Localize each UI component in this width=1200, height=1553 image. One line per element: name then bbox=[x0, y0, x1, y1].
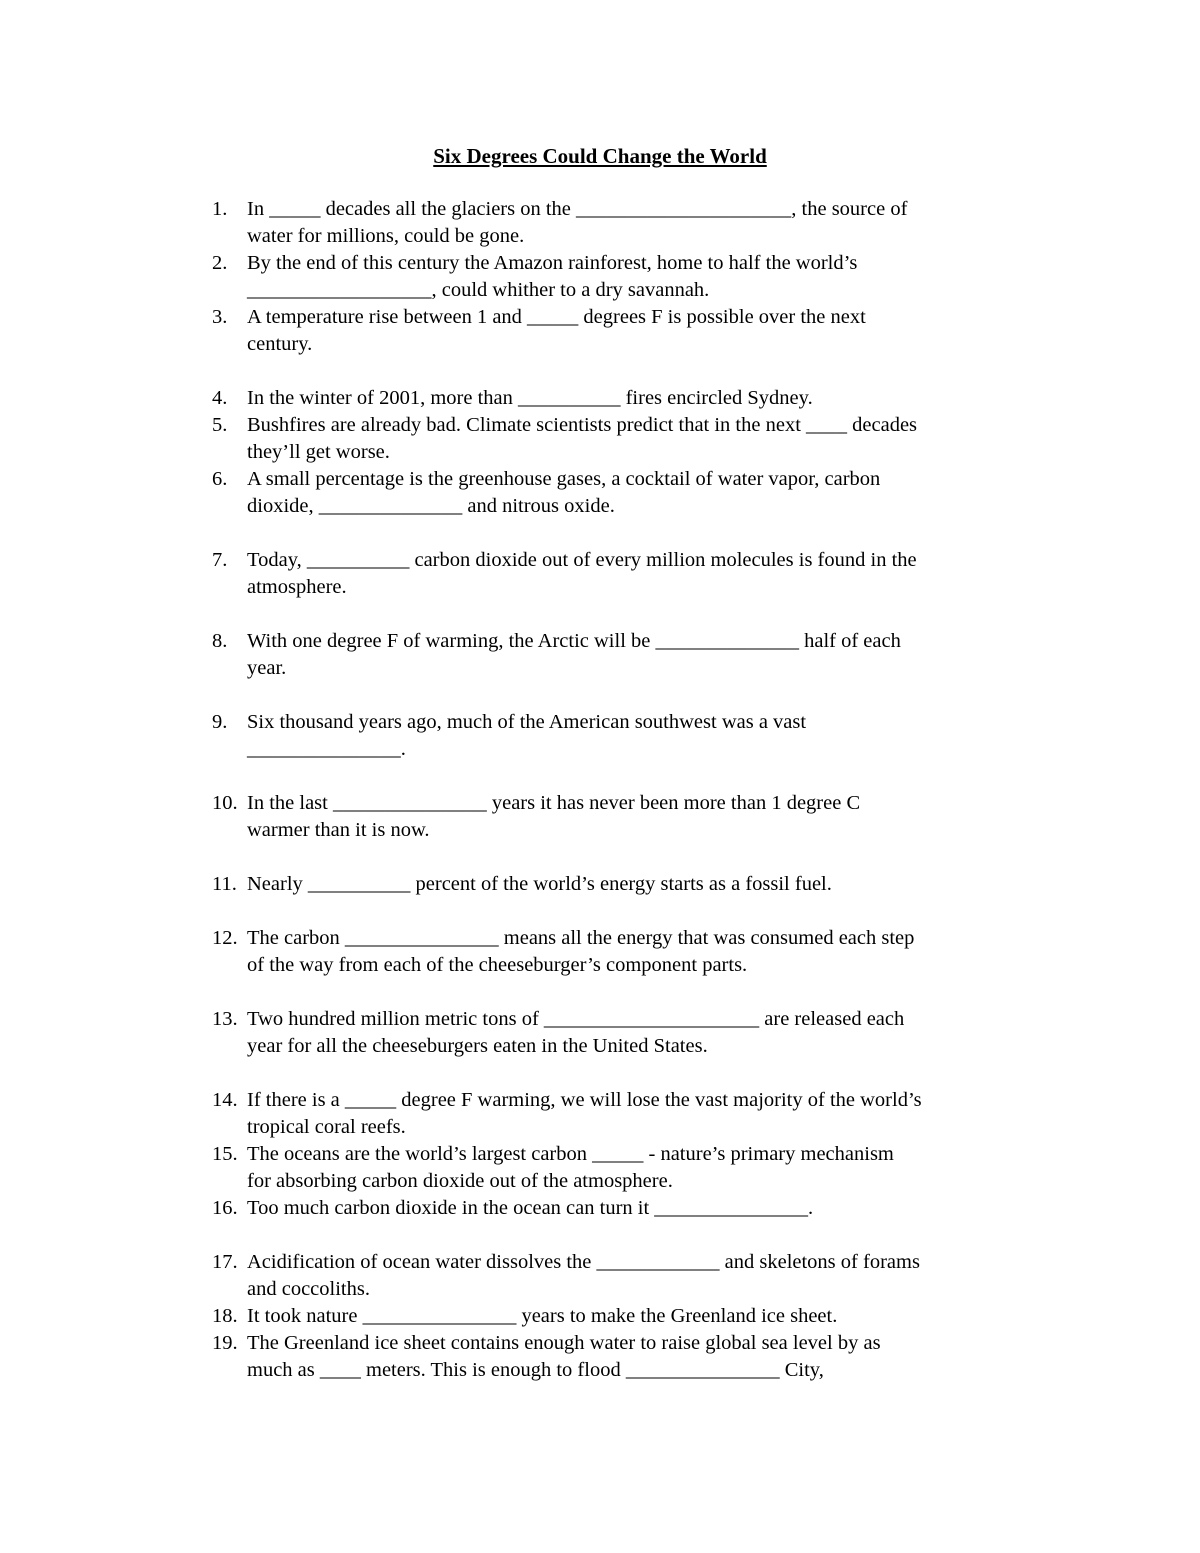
question-14 bbox=[212, 1087, 1032, 1141]
question-text: By the end of this century the Amazon rainforest, home to half the world’s __________________, could whither to a dry savannah. bbox=[247, 252, 858, 301]
question-number: 4. bbox=[212, 387, 228, 409]
question-number: 11. bbox=[212, 873, 237, 895]
question-number: 17. bbox=[212, 1251, 238, 1273]
question-1 bbox=[212, 196, 1032, 250]
question-number: 7. bbox=[212, 549, 228, 571]
question-2 bbox=[212, 250, 1032, 304]
question-text: Too much carbon dioxide in the ocean can turn it _______________. bbox=[247, 1197, 814, 1219]
question-text: With one degree F of warming, the Arctic will be ______________ half of each year. bbox=[247, 630, 901, 679]
question-number: 16. bbox=[212, 1197, 238, 1219]
question-number: 19. bbox=[212, 1332, 238, 1354]
question-list bbox=[212, 196, 1032, 1384]
question-number: 12. bbox=[212, 927, 238, 949]
question-text: A temperature rise between 1 and _____ degrees F is possible over the next century. bbox=[247, 306, 866, 355]
question-text: In the last _______________ years it has never been more than 1 degree C warmer than it is now. bbox=[247, 792, 861, 841]
question-number: 9. bbox=[212, 711, 228, 733]
question-text: Today, __________ carbon dioxide out of every million molecules is found in the atmosphere. bbox=[247, 549, 917, 598]
question-12 bbox=[212, 925, 1032, 979]
question-number: 15. bbox=[212, 1143, 238, 1165]
question-number: 13. bbox=[212, 1008, 238, 1030]
question-number: 1. bbox=[212, 198, 228, 220]
question-17 bbox=[212, 1249, 1032, 1303]
question-19 bbox=[212, 1330, 1032, 1384]
page-title: Six Degrees Could Change the World bbox=[433, 144, 767, 168]
question-10 bbox=[212, 790, 1032, 844]
question-18 bbox=[212, 1303, 1032, 1330]
question-number: 2. bbox=[212, 252, 228, 274]
question-16 bbox=[212, 1195, 1032, 1222]
question-3 bbox=[212, 304, 1032, 358]
question-9 bbox=[212, 709, 1032, 763]
question-15 bbox=[212, 1141, 1032, 1195]
question-11 bbox=[212, 871, 1032, 898]
question-text: Acidification of ocean water dissolves the ____________ and skeletons of forams and coccoliths. bbox=[247, 1251, 920, 1300]
question-text: It took nature _______________ years to make the Greenland ice sheet. bbox=[247, 1305, 838, 1327]
question-6 bbox=[212, 466, 1032, 520]
question-4 bbox=[212, 385, 1032, 412]
question-7 bbox=[212, 547, 1032, 601]
question-text: The oceans are the world’s largest carbon _____ - nature’s primary mechanism for absorbing carbon dioxide out of the atmosphere. bbox=[247, 1143, 894, 1192]
question-number: 10. bbox=[212, 792, 238, 814]
question-text: Nearly __________ percent of the world’s energy starts as a fossil fuel. bbox=[247, 873, 832, 895]
question-number: 6. bbox=[212, 468, 228, 490]
question-5 bbox=[212, 412, 1032, 466]
question-number: 5. bbox=[212, 414, 228, 436]
question-text: Two hundred million metric tons of _____________________ are released each year for all the cheeseburgers eaten in the United States. bbox=[247, 1008, 905, 1057]
question-text: Bushfires are already bad. Climate scientists predict that in the next ____ decades they’ll get worse. bbox=[247, 414, 918, 463]
question-text: The carbon _______________ means all the energy that was consumed each step of the way from each of the cheeseburger’s component parts. bbox=[247, 927, 915, 976]
question-text: If there is a _____ degree F warming, we will lose the vast majority of the world’s tropical coral reefs. bbox=[247, 1089, 922, 1138]
question-number: 8. bbox=[212, 630, 228, 652]
question-text: Six thousand years ago, much of the American southwest was a vast _______________. bbox=[247, 711, 807, 760]
question-8 bbox=[212, 628, 1032, 682]
question-text: In _____ decades all the glaciers on the _____________________, the source of water for millions, could be gone. bbox=[247, 198, 908, 247]
question-text: The Greenland ice sheet contains enough water to raise global sea level by as much as ____ meters. This is enough to flood _______________ City, bbox=[247, 1332, 881, 1381]
question-text: A small percentage is the greenhouse gases, a cocktail of water vapor, carbon dioxide, ______________ and nitrous oxide. bbox=[247, 468, 881, 517]
question-number: 3. bbox=[212, 306, 228, 328]
question-13 bbox=[212, 1006, 1032, 1060]
question-number: 18. bbox=[212, 1305, 238, 1327]
question-number: 14. bbox=[212, 1089, 238, 1111]
question-text: In the winter of 2001, more than __________ fires encircled Sydney. bbox=[247, 387, 813, 409]
